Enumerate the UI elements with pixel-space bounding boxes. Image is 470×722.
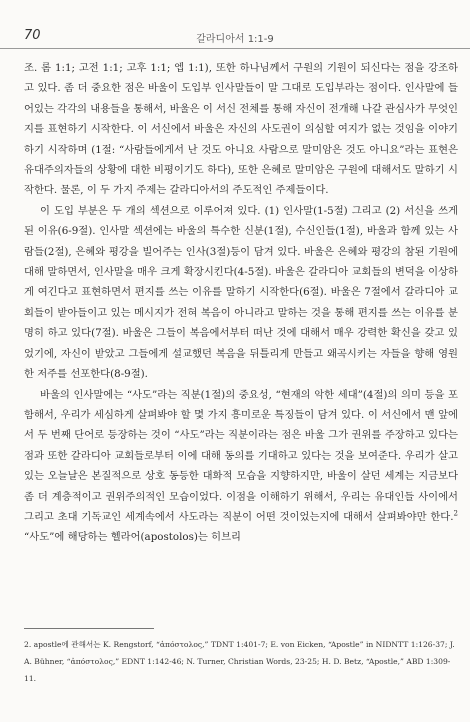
page-number: 70: [24, 28, 41, 43]
footnote: 2. apostle에 관해서는 K. Rengstorf, “ἀπόστολος,” TDNT 1:401-7; E. von Eicken, “Apostle” in NIDNTT 1:126-37; J. A. Bühner, “ἀπόστολος,” EDNT 1:142-46; N. Turner, Christian Words, 23-25; H. D. Betz, “Apostle,” ABD 1:309-11.: [24, 640, 455, 683]
paragraph-3-text: 바울의 인사말에는 “사도”라는 직분(1절)의 중요성, “현재의 악한 세대”(4절)의 의미 등을 포함해서, 우리가 세심하게 살펴봐야 할 몇 가지 흥미로운 특징들이 담겨 있다. 이 서신에서 맨 앞에서 두 번째 단어로 등장하는 것이 “사도”라는 직분이라는 점은 바울 그가 권위를 주장하고 있다는 점과 또한 갈라디아 교회들로부터 이에 대해 동의를 기대하고 있다는 것을 보여준다. 우리가 살고 있는 오늘날은 본질적으로 상호 동등한 대화적 모습을 지향하지만, 바울이 살던 세계는 지금보다 좀 더 계층적이고 권위주의적인 모습이었다. 이점을 이해하기 위해서, 우리는 유대인들 사이에서 그리고 초대 기독교인 세계속에서 사도라는 직분이 어떤 것이었는지에 대해서 살펴봐야만 한다.: [24, 388, 458, 523]
paragraph-1: 조. 롬 1:1; 고전 1:1; 고후 1:1; 엡 1:1), 또한 하나님께서 구원의 기원이 되신다는 점을 강조하고 있다. 좀 더 중요한 점은 바울이 도입부 인사말들이 말 그대로 도입부라는 점이다. 인사말에 들어있는 각각의 내용들을 통해서, 바울은 이 서신 전체를 통해 자신이 전개해 나갈 관심사가 무엇인지를 표현하기 시작한다. 이 서신에서 바울은 자신의 사도권이 의심할 여지가 없는 것임을 이야기하기 시작하며 (1절: “사람들에게서 난 것도 아니요 사람으로 말미암은 것도 아니요”라는 표현은 유대주의자들의 상황에 대한 비평이기도 하다), 또한 은혜로 말미암은 구원에 대해서도 말하기 시작한다. 물론, 이 두 가지 주제는 갈라디아서의 주도적인 주제들이다.: [24, 62, 458, 197]
paragraph-2: 이 도입 부분은 두 개의 섹션으로 이루어져 있다. (1) 인사말(1-5절) 그리고 (2) 서신을 쓰게 된 이유(6-9절). 인사말 섹션에는 바울의 특수한 신분(1절), 수신인들(1절), 바울과 함께 있는 사람들(2절), 은혜와 평강을 빌어주는 인사(3절)등이 담겨 있다. 바울은 은혜와 평강의 참된 기원에 대해 말하면서, 인사말을 매우 크게 확장시킨다(4-5절). 바울은 갈라디아 교회들의 변덕을 이상하게 여긴다고 표현하면서 편지를 쓰는 이유를 말하기 시작한다(6절). 바울은 7절에서 갈라디아 교회들이 받아들이고 있는 메시지가 전혀 복음이 아니라고 말하는 것을 통해 편지를 쓰는 이유를 분명히 하고 있다(7절). 바울은 그들이 복음에서부터 떠난 것에 대해서 매우 강력한 확신을 갖고 있었기에, 자신이 받았고 그들에게 설교했던 복음을 뒤틀리게 만들고 왜곡시키는 자들을 향해 영원한 저주를 선포한다(8-9절).: [24, 204, 458, 381]
paragraph-3: 바울의 인사말에는 “사도”라는 직분(1절)의 중요성, “현재의 악한 세대”(4절)의 의미 등을 포함해서, 우리가 세심하게 살펴봐야 할 몇 가지 흥미로운 특징들이 담겨 있다. 이 서신에서 맨 앞에서 두 번째 단어로 등장하는 것이 “사도”라는 직분이라는 점은 바울 그가 권위를 주장하고 있다는 점과 또한 갈라디아 교회들로부터 이에 대해 동의를 기대하고 있다는 것을 보여준다. 우리가 살고 있는 오늘날은 본질적으로 상호 동등한 대화적 모습을 지향하지만, 바울이 살던 세계는 지금보다 좀 더 계층적이고 권위주의적인 모습이었다. 이점을 이해하기 위해서, 우리는 유대인들 사이에서 그리고 초대 기독교인 세계속에서 사도라는 직분이 어떤 것이었는지에 대해서 살펴봐야만 한다.$^2$ “사도”에 해당하는 헬라어(apostolos)는 히브리: [24, 388, 458, 544]
paragraph-4-text: “사도”에 해당하는 헬라어(apostolos)는 히브리: [24, 531, 241, 544]
footnote-rule: [24, 628, 154, 629]
running-title: 갈라디아서 1:1-9: [196, 34, 274, 45]
main-text: [24, 58, 458, 548]
running-header: [0, 24, 470, 49]
